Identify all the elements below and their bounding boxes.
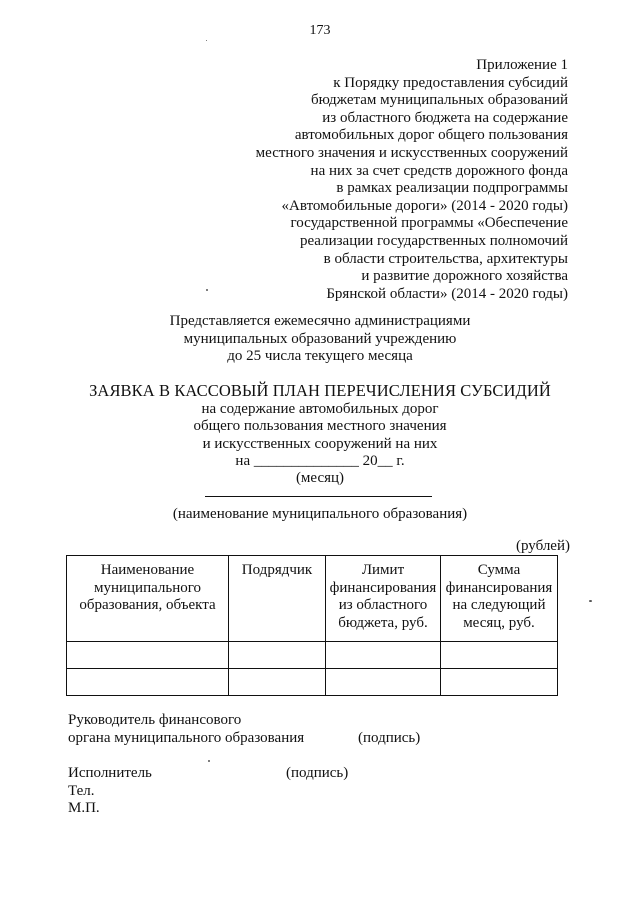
head-title-text: органа муниципального образования: [68, 729, 305, 746]
table-cell: [441, 642, 558, 669]
column-header-line: Подрядчик: [241, 562, 313, 578]
phone-label: Тел.: [68, 782, 95, 799]
scan-speck: [208, 760, 210, 762]
table-cell: [67, 642, 229, 669]
column-header-line: месяц, руб.: [463, 614, 535, 631]
page-number: 173: [309, 23, 331, 38]
appendix-line: и развитие дорожного хозяйства: [361, 268, 568, 285]
table-header-row: [67, 556, 558, 642]
appendix-line: в рамках реализации подпрограммы: [336, 180, 568, 197]
appendix-line: к Порядку предоставления субсидий: [333, 74, 568, 91]
head-signature-block: [68, 712, 421, 747]
appendix-line: Брянской области» (2014 - 2020 годы): [326, 285, 568, 302]
table-row: [67, 669, 558, 696]
appendix-line: в области строительства, архитектуры: [323, 250, 568, 267]
table-cell: [441, 669, 558, 696]
column-header-line: муниципального: [93, 579, 202, 596]
column-header-line: Лимит: [361, 562, 405, 578]
month-field: на ______________ 20__ г.: [235, 453, 405, 469]
appendix-line: Приложение 1: [476, 57, 568, 73]
submission-note: [100, 313, 540, 366]
column-header-line: финансирования: [329, 579, 437, 596]
executor-block: [68, 765, 349, 818]
table-cell: [229, 642, 326, 669]
column-header-line: образования, объекта: [79, 597, 216, 614]
document-title: ЗАЯВКА В КАССОВЫЙ ПЛАН ПЕРЕЧИСЛЕНИЯ СУБСИДИЙ: [89, 381, 551, 400]
appendix-line: государственной программы «Обеспечение: [290, 215, 568, 232]
column-header-line: на следующий: [452, 597, 546, 614]
table-cell: [67, 669, 229, 696]
document-subtitle-line: общего пользования местного значения: [193, 418, 447, 435]
table-cell: [326, 642, 441, 669]
scan-speck: [206, 289, 208, 291]
municipality-blank-line: [205, 496, 432, 497]
table-cell: [229, 669, 326, 696]
stamp-label: М.П.: [68, 800, 100, 817]
column-header-next-month-sum: [441, 556, 558, 642]
subsidy-table: [66, 555, 558, 696]
scan-speck: [589, 600, 592, 602]
column-header-line: Сумма: [477, 562, 521, 578]
document-subtitle-line: на содержание автомобильных дорог: [201, 400, 439, 417]
executor-label: Исполнитель: [68, 765, 152, 781]
municipality-caption: (наименование муниципального образования): [172, 506, 468, 522]
table-row: [67, 642, 558, 669]
appendix-block: [200, 57, 568, 303]
appendix-line: реализации государственных полномочий: [299, 232, 568, 249]
column-header-contractor: [229, 556, 326, 642]
column-header-limit: [326, 556, 441, 642]
head-signature-caption: (подпись): [358, 729, 421, 746]
document-subtitle-line: и искусственных сооружений на них: [202, 435, 438, 452]
executor-signature-caption: (подпись): [286, 765, 349, 781]
submission-note-line: Представляется ежемесячно администрациями: [169, 313, 471, 329]
column-header-line: из областного: [338, 597, 428, 614]
month-caption: (месяц): [295, 470, 345, 486]
appendix-line: автомобильных дорог общего пользования: [294, 127, 568, 144]
submission-note-line: до 25 числа текущего месяца: [227, 348, 413, 365]
column-header-line: Наименование: [100, 562, 195, 578]
head-title-line: Руководитель финансового: [68, 712, 242, 728]
appendix-line: на них за счет средств дорожного фонда: [310, 162, 568, 179]
submission-note-line: муниципальных образований учреждению: [183, 330, 457, 347]
executor-line: [68, 765, 349, 783]
column-header-line: бюджета, руб.: [338, 614, 428, 631]
table-cell: [326, 669, 441, 696]
column-header-line: финансирования: [445, 579, 553, 596]
appendix-line: местного значения и искусственных сооружений: [255, 144, 568, 161]
appendix-line: из областного бюджета на содержание: [322, 109, 568, 126]
appendix-line: бюджетам муниципальных образований: [310, 92, 568, 109]
currency-units: (рублей): [515, 538, 570, 554]
head-title-line: [68, 729, 421, 748]
column-header-object: [67, 556, 229, 642]
document-heading: [0, 382, 640, 453]
appendix-line: «Автомобильные дороги» (2014 - 2020 годы): [281, 197, 568, 214]
scan-speck: [206, 40, 207, 41]
